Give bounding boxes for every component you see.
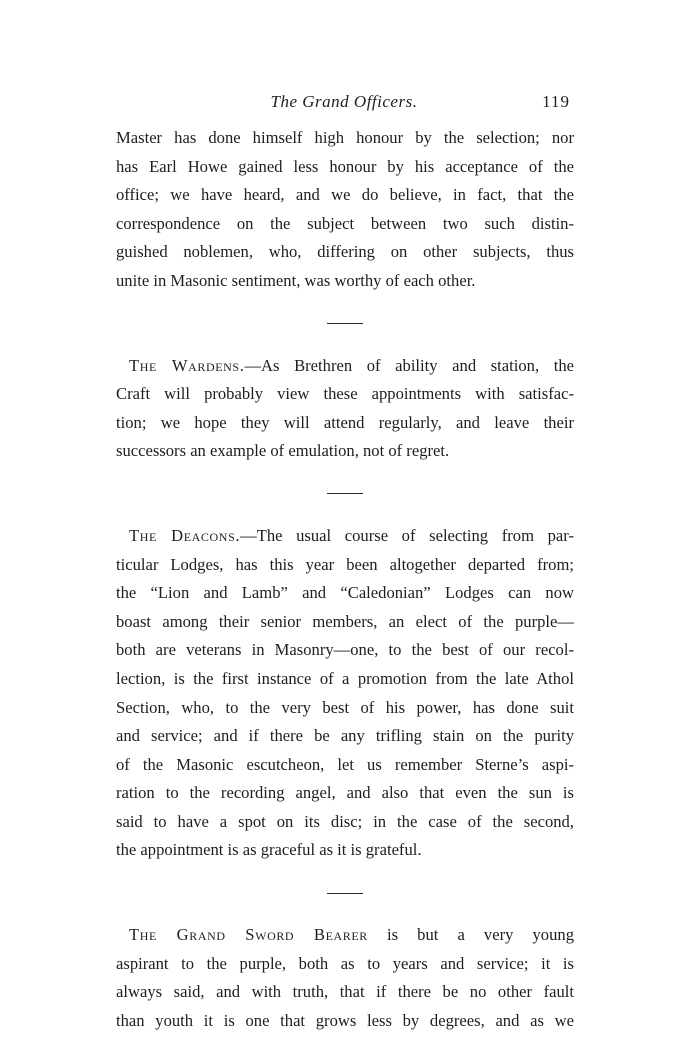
text-run: is but a very young xyxy=(367,925,574,945)
text-line: Master has done himself high honour by the selection; nor xyxy=(116,128,574,147)
body-text xyxy=(116,124,574,1035)
divider-rule xyxy=(327,893,363,894)
section-divider xyxy=(116,466,574,522)
text-line: ticular Lodges, has this year been altogether departed from; xyxy=(116,554,574,574)
running-title: The Grand Officers. xyxy=(270,92,418,111)
text-line: said to have a spot on its disc; in the case of the second, xyxy=(116,811,574,831)
text-line: aspirant to the purple, both as to years and service; it is xyxy=(116,953,574,973)
section-lead: The Deacons. xyxy=(129,525,241,545)
text-line: successors an example of emulation, not of regret. xyxy=(116,441,450,461)
text-line: the appointment is as graceful as it is grateful. xyxy=(116,840,422,860)
text-line: lection, is the first instance of a promotion from the late Athol xyxy=(116,668,574,688)
divider-rule xyxy=(327,493,363,494)
section-divider xyxy=(116,865,574,921)
text-run: —The usual course of selecting from par- xyxy=(240,525,574,545)
page-number: 119 xyxy=(542,92,570,111)
section-lead: The Grand Sword Bearer xyxy=(129,925,368,945)
text-line: has Earl Howe gained less honour by his acceptance of the xyxy=(116,156,574,176)
paragraph-grand-sword-bearer xyxy=(116,921,574,1035)
text-line: of the Masonic escutcheon, let us remember Sterne’s aspi- xyxy=(116,754,574,774)
text-line: boast among their senior members, an elect of the purple— xyxy=(116,611,574,631)
divider-rule xyxy=(327,323,363,324)
text-line: unite in Masonic sentiment, was worthy of each other. xyxy=(116,270,476,290)
text-line: the “Lion and Lamb” and “Caledonian” Lodges can now xyxy=(116,583,574,603)
text-line: Craft will probably view these appointments with satisfac- xyxy=(116,384,574,404)
text-line: office; we have heard, and we do believe, in fact, that the xyxy=(116,185,574,205)
text-line: correspondence on the subject between two such distin- xyxy=(116,213,574,233)
text-line: and service; and if there be any trifling stain on the purity xyxy=(116,726,574,746)
running-head xyxy=(118,92,570,118)
paragraph-continuation xyxy=(116,124,574,296)
text-line: guished noblemen, who, differing on other subjects, thus xyxy=(116,242,574,262)
section-divider xyxy=(116,296,574,352)
text-line: tion; we hope they will attend regularly, and leave their xyxy=(116,412,574,432)
text-line: both are veterans in Masonry—one, to the best of our recol- xyxy=(116,640,574,660)
text-line: Section, who, to the very best of his power, has done suit xyxy=(116,697,574,717)
section-lead: The Wardens. xyxy=(129,355,245,375)
paragraph-deacons xyxy=(116,522,574,865)
text-line xyxy=(116,921,574,950)
text-line xyxy=(116,522,574,551)
paragraph-wardens xyxy=(116,352,574,466)
text-line xyxy=(116,352,574,381)
text-line: ration to the recording angel, and also that even the sun is xyxy=(116,783,574,803)
text-line: than youth it is one that grows less by degrees, and as we xyxy=(116,1010,574,1030)
text-run: —As Brethren of ability and station, the xyxy=(244,355,574,375)
text-line: always said, and with truth, that if there be no other fault xyxy=(116,982,574,1002)
